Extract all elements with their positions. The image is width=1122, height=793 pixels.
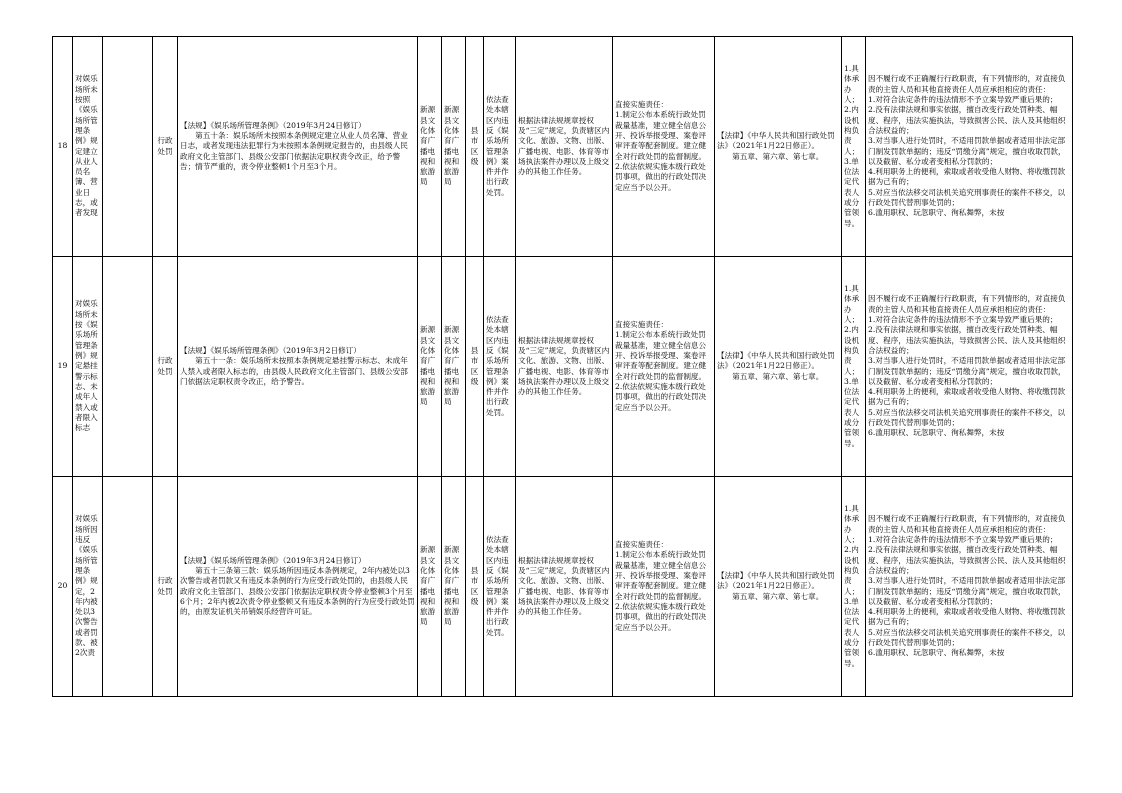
responsible-dept-cell: 新源县文化体育广播电视和旅游局: [442, 257, 466, 477]
item-type-cell: 行政处罚: [153, 37, 178, 257]
table-row: [53, 37, 1073, 257]
responsible-dept-cell: 新源县文化体育广播电视和旅游局: [442, 477, 466, 697]
duty-cell: 根据法律法规规章授权及“三定”规定，负责辖区内文化、旅游、文物、出版、广播电视、电影、体育等市场执法案件办理以及上级交办的其他工作任务。: [516, 257, 613, 477]
liable-subject-cell: 1.具体承办人；2.内设机构负责人；3.单位法定代表人或分管领导。: [842, 257, 866, 477]
item-type-cell: 行政处罚: [153, 477, 178, 697]
liability-cell: 因不履行或不正确履行行政职责，有下列情形的，对直接负责的主管人员和其他直接责任人员应承担相应的责任： 1.对符合法定条件的违法情形不予立案导致严重后果的； 2.没有法律法规和事实依据，擅自改变行政处罚种类、幅度、程序，违法实施执法，导致损害公民、法人及其他组织合法权益的； 3.对当事人进行处罚时，不适用罚款单据或者适用非法定部门制发罚款单据的；违反“罚缴分离”规定，擅自收取罚款，以及截留、私分或者变相私分罚款的； 4.利用职务上的便利，索取或者收受他人财物、将收缴罚款据为己有的； 5.对应当依法移交司法机关追究刑事责任的案件不移交，以行政处罚代替刑事处罚的； 6.滥用职权、玩忽职守、徇私舞弊，未按: [866, 477, 1073, 697]
item-name-cell: 对娱乐场所未按照《娱乐场所管理条例》规定建立从业人员名簿、营业日志，或者发现: [73, 37, 103, 257]
law-basis-cell: 【法律】《中华人民共和国行政处罚法》（2021年1月22日修正）。 第五章、第六章、第七章。: [715, 257, 842, 477]
duty-cell: 根据法律法规规章授权及“三定”规定，负责辖区内文化、旅游、文物、出版、广播电视、电影、体育等市场执法案件办理以及上级交办的其他工作任务。: [516, 477, 613, 697]
liability-cell: 因不履行或不正确履行行政职责，有下列情形的，对直接负责的主管人员和其他直接责任人员应承担相应的责任： 1.对符合法定条件的违法情形不予立案导致严重后果的； 2.没有法律法规和事实依据，擅自改变行政处罚种类、幅度、程序，违法实施执法，导致损害公民、法人及其他组织合法权益的； 3.对当事人进行处罚时，不适用罚款单据或者适用非法定部门制发罚款单据的；违反“罚缴分离”规定，擅自收取罚款，以及截留、私分或者变相私分罚款的； 4.利用职务上的便利，索取或者收受他人财物、将收缴罚款据为己有的； 5.对应当依法移交司法机关追究刑事责任的案件不移交，以行政处罚代替刑事处罚的； 6.滥用职权、玩忽职守、徇私舞弊，未按: [866, 257, 1073, 477]
row-number: 20: [53, 477, 73, 697]
responsibility-cell: 直接实施责任： 1.制定公布本系统行政处罚裁量基准，建立健全信息公开、投诉举报受理、案卷评审评查等配套制度。建立健全对行政处罚的监督制度。 2.依法依规实施本级行政处罚事项，做出的行政处罚决定应当予以公开。: [613, 257, 715, 477]
level-cell: 县市区级: [466, 477, 484, 697]
liable-subject-cell: 1.具体承办人；2.内设机构负责人；3.单位法定代表人或分管领导。: [842, 37, 866, 257]
power-list-table: [52, 36, 1073, 697]
level-cell: 县市区级: [466, 37, 484, 257]
item-name-cell: 对娱乐场所未按《娱乐场所管理条例》规定悬挂警示标志、未成年人禁入或者限入标志: [73, 257, 103, 477]
law-basis-cell: 【法律】《中华人民共和国行政处罚法》（2021年1月22日修正）。 第五章、第六章、第七章。: [715, 477, 842, 697]
legal-basis-cell: 【法规】《娱乐场所管理条例》（2019年3月24日修订） 第五十条：娱乐场所未按照本条例规定建立从业人员名簿、营业日志，或者发现违法犯罪行为未按照本条例规定报告的，由县级人民政府文化主管部门、县级公安部门依据法定职权责令改正，给予警告；情节严重的，责令停业整顿1个月至3个月。: [178, 37, 418, 257]
blank-cell: [103, 477, 153, 697]
item-type-cell: 行政处罚: [153, 257, 178, 477]
blank-cell: [103, 37, 153, 257]
blank-cell: [103, 257, 153, 477]
responsible-dept-cell: 新源县文化体育广播电视和旅游局: [442, 37, 466, 257]
liability-cell: 因不履行或不正确履行行政职责，有下列情形的，对直接负责的主管人员和其他直接责任人员应承担相应的责任： 1.对符合法定条件的违法情形不予立案导致严重后果的； 2.没有法律法规和事实依据，擅自改变行政处罚种类、幅度、程序，违法实施执法，导致损害公民、法人及其他组织合法权益的； 3.对当事人进行处罚时，不适用罚款单据或者适用非法定部门制发罚款单据的；违反“罚缴分离”规定，擅自收取罚款，以及截留、私分或者变相私分罚款的； 4.利用职务上的便利，索取或者收受他人财物、将收缴罚款据为己有的； 5.对应当依法移交司法机关追究刑事责任的案件不移交，以行政处罚代替刑事处罚的； 6.滥用职权、玩忽职守、徇私舞弊，未按: [866, 37, 1073, 257]
row-number: 19: [53, 257, 73, 477]
table-row: [53, 257, 1073, 477]
remark-cell: 依法查处本辖区内违反《娱乐场所管理条例》案件并作出行政处罚。: [484, 257, 516, 477]
remark-cell: 依法查处本辖区内违反《娱乐场所管理条例》案件并作出行政处罚。: [484, 37, 516, 257]
legal-basis-cell: 【法规】《娱乐场所管理条例》（2019年3月24日修订） 第五十三条第三款：娱乐场所因违反本条例规定，2年内被处以3次警告或者罚款又有违反本条例的行为应受行政处罚的，由县级人民政府文化主管部门、县级公安部门依据法定职权责令停业整顿3个月至6个月；2年内被2次责令停业整顿又有违反本条例的行为应受行政处罚的，由原发证机关吊销娱乐经营许可证。: [178, 477, 418, 697]
remark-cell: 依法查处本辖区内违反《娱乐场所管理条例》案件并作出行政处罚。: [484, 477, 516, 697]
responsibility-cell: 直接实施责任： 1.制定公布本系统行政处罚裁量基准，建立健全信息公开、投诉举报受理、案卷评审评查等配套制度。建立健全对行政处罚的监督制度。 2.依法依规实施本级行政处罚事项，做出的行政处罚决定应当予以公开。: [613, 477, 715, 697]
implementing-dept-cell: 新源县文化体育广播电视和旅游局: [418, 37, 442, 257]
implementing-dept-cell: 新源县文化体育广播电视和旅游局: [418, 477, 442, 697]
duty-cell: 根据法律法规规章授权及“三定”规定，负责辖区内文化、旅游、文物、出版、广播电视、电影、体育等市场执法案件办理以及上级交办的其他工作任务。: [516, 37, 613, 257]
legal-basis-cell: 【法规】《娱乐场所管理条例》（2019年3月2日修订） 第五十一条：娱乐场所未按照本条例规定悬挂警示标志、未成年人禁入或者限入标志的，由县级人民政府文化主管部门、县级公安部门依据法定职权责令改正，给予警告。: [178, 257, 418, 477]
row-number: 18: [53, 37, 73, 257]
liable-subject-cell: 1.具体承办人；2.内设机构负责人；3.单位法定代表人或分管领导。: [842, 477, 866, 697]
implementing-dept-cell: 新源县文化体育广播电视和旅游局: [418, 257, 442, 477]
table-row: [53, 477, 1073, 697]
item-name-cell: 对娱乐场所因违反《娱乐场所管理条例》规定，2年内被处以3次警告或者罚款、被2次责: [73, 477, 103, 697]
level-cell: 县市区级: [466, 257, 484, 477]
responsibility-cell: 直接实施责任： 1.制定公布本系统行政处罚裁量基准，建立健全信息公开、投诉举报受理、案卷评审评查等配套制度。建立健全对行政处罚的监督制度。 2.依法依规实施本级行政处罚事项，做出的行政处罚决定应当予以公开。: [613, 37, 715, 257]
law-basis-cell: 【法律】《中华人民共和国行政处罚法》（2021年1月22日修正）。 第五章、第六章、第七章。: [715, 37, 842, 257]
